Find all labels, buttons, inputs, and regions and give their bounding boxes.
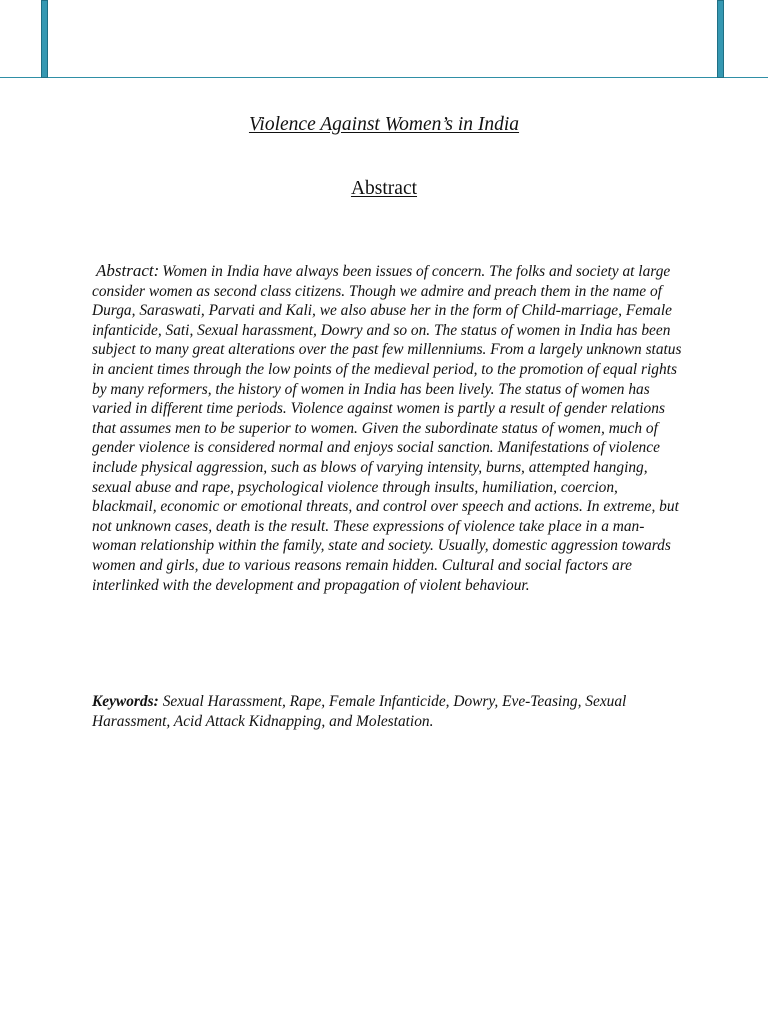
abstract-label: Abstract: <box>96 261 160 280</box>
abstract-heading: Abstract <box>350 178 418 199</box>
header-right-accent-bar <box>717 0 724 78</box>
document-title: Violence Against Women’s in India <box>248 114 520 135</box>
keywords-text: Sexual Harassment, Rape, Female Infanticide, Dowry, Eve-Teasing, Sexual Harassment, Acid Attack Kidnapping, and Molestation. <box>92 693 627 730</box>
abstract-paragraph <box>92 261 682 595</box>
header-rule <box>0 77 768 78</box>
keywords-paragraph <box>92 692 682 731</box>
abstract-text: Women in India have always been issues of concern. The folks and society at large consider women as second class citizens. Though we admire and preach them in the name of Durga, Saraswati, Parvati and Kali, we also abuse her in the form of Child-marriage, Female infanticide, Sati, Sexual harassment, Dowry and so on. The status of women in India has been subject to many great alterations over the past few millenniums. From a largely unknown status in ancient times through the low points of the medieval period, to the promotion of equal rights by many reformers, the history of women in India has been lively. The status of women has varied in different time periods. Violence against women is partly a result of gender relations that assumes men to be superior to women. Given the subordinate status of women, much of gender violence is considered normal and enjoys social sanction. Manifestations of violence include physical aggression, such as blows of varying intensity, burns, attempted hanging, sexual abuse and rape, psychological violence through insults, humiliation, coercion, blackmail, economic or emotional threats, and control over speech and actions. In extreme, but not unknown cases, death is the result. These expressions of violence take place in a man-woman relationship within the family, state and society. Usually, domestic aggression towards women and girls, due to various reasons remain hidden. Cultural and social factors are interlinked with the development and propagation of violent behaviour. <box>92 263 682 594</box>
header-left-accent-bar <box>41 0 48 78</box>
keywords-label: Keywords: <box>92 693 159 710</box>
